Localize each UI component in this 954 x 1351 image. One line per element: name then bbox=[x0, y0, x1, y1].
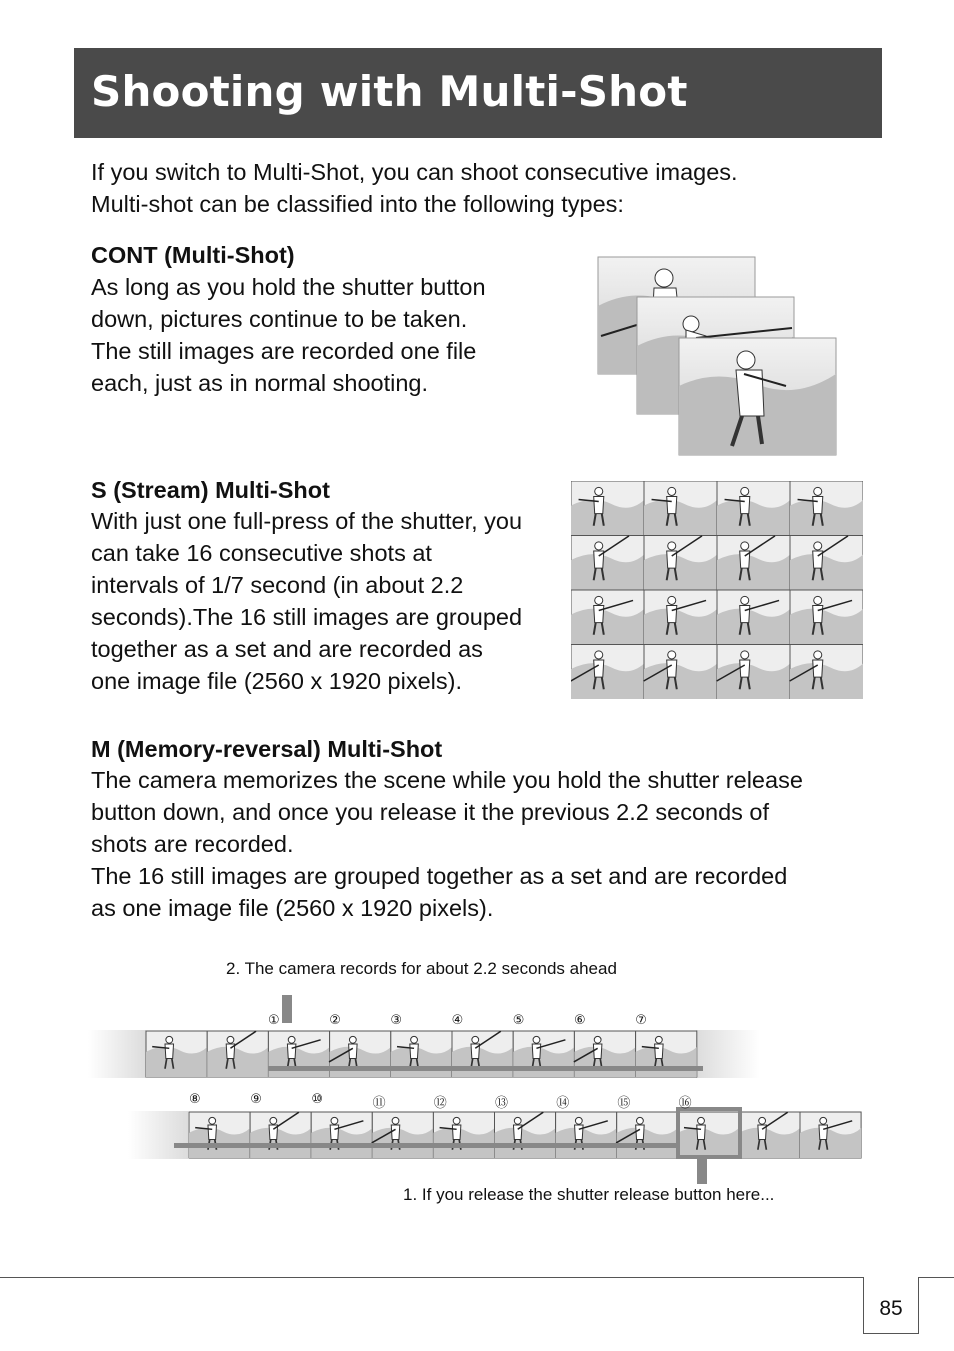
row1-record-bar bbox=[268, 1066, 703, 1071]
stream-frame bbox=[643, 645, 717, 700]
stream-frame bbox=[571, 536, 644, 591]
stream-frame bbox=[716, 645, 790, 700]
cont-line: each, just as in normal shooting. bbox=[91, 370, 429, 396]
memory-line: button down, and once you release it the previous 2.2 seconds of bbox=[91, 799, 770, 825]
row2-frame bbox=[739, 1112, 800, 1158]
start-marker bbox=[282, 995, 292, 1023]
stream-frame bbox=[717, 481, 790, 536]
frame-number-row1: ① bbox=[268, 1013, 280, 1028]
stream-frame bbox=[790, 536, 863, 591]
frame-number-row2: ⑩ bbox=[311, 1092, 324, 1107]
row2-frame bbox=[556, 1112, 617, 1158]
page-number-box bbox=[863, 1277, 919, 1334]
row2-frame bbox=[189, 1112, 250, 1158]
stream-paragraph bbox=[91, 505, 522, 697]
intro-line: If you switch to Multi-Shot, you can shoot consecutive images. bbox=[91, 159, 738, 185]
intro-line: Multi-shot can be classified into the following types: bbox=[91, 191, 624, 217]
memory-line: The 16 still images are grouped together as a set and are recorded bbox=[91, 863, 788, 889]
cont-line: As long as you hold the shutter button bbox=[91, 274, 486, 300]
row2-frame bbox=[800, 1112, 861, 1158]
cont-paragraph bbox=[91, 271, 486, 399]
frame-number-row1: ⑤ bbox=[512, 1013, 525, 1028]
release-marker bbox=[697, 1158, 707, 1184]
stream-frame bbox=[571, 481, 644, 536]
page-title: Shooting with Multi-Shot bbox=[91, 67, 688, 116]
cont-line: down, pictures continue to be taken. bbox=[91, 306, 468, 332]
stream-frame bbox=[644, 481, 717, 536]
row1-fade-left bbox=[88, 1030, 146, 1078]
frame-number-row2: ⑨ bbox=[250, 1092, 262, 1107]
frame-number-row2: ⑮ bbox=[617, 1096, 631, 1111]
caption-records-ahead: 2. The camera records for about 2.2 seconds ahead bbox=[226, 959, 617, 978]
cont-photo-3 bbox=[679, 338, 836, 455]
frame-number-row1: ④ bbox=[451, 1013, 464, 1028]
frame-number-row2: ⑯ bbox=[678, 1096, 692, 1111]
stream-frame bbox=[789, 645, 863, 700]
cont-stacked-photos bbox=[596, 256, 838, 458]
memory-paragraph bbox=[91, 764, 803, 924]
row2-frame bbox=[250, 1112, 311, 1158]
row1-frame bbox=[146, 1031, 207, 1077]
row2-frame bbox=[433, 1112, 494, 1158]
memory-heading: M (Memory-reversal) Multi-Shot bbox=[91, 736, 443, 762]
stream-line: together as a set and are recorded as bbox=[91, 636, 483, 662]
frame-number-row2: ⑬ bbox=[495, 1096, 509, 1111]
cont-line: The still images are recorded one file bbox=[91, 338, 477, 364]
frame-number-row2: ⑪ bbox=[372, 1096, 386, 1111]
frame-number-row1: ⑥ bbox=[574, 1013, 586, 1028]
stream-heading: S (Stream) Multi-Shot bbox=[91, 477, 330, 503]
row2-frame bbox=[372, 1112, 434, 1158]
row2-frame bbox=[311, 1112, 372, 1158]
stream-frame bbox=[571, 590, 644, 645]
frame-number-row1: ② bbox=[329, 1013, 341, 1028]
memory-filmstrip-diagram bbox=[0, 990, 954, 1190]
stream-line: With just one full-press of the shutter, you bbox=[91, 508, 523, 534]
stream-frame bbox=[790, 590, 863, 645]
stream-frame bbox=[717, 590, 790, 645]
stream-frame bbox=[644, 536, 717, 591]
stream-line: can take 16 consecutive shots at bbox=[91, 540, 432, 566]
stream-frame bbox=[644, 590, 717, 645]
stream-photo-grid bbox=[571, 481, 863, 699]
frame-number-row2: ⑫ bbox=[433, 1096, 447, 1111]
stream-frame bbox=[790, 481, 863, 536]
intro-paragraph bbox=[91, 156, 738, 220]
footer-rule bbox=[0, 1277, 954, 1278]
frame-number-row1: ⑦ bbox=[635, 1013, 647, 1028]
stream-line: seconds).The 16 still images are grouped bbox=[91, 604, 523, 630]
row2-fade-left bbox=[128, 1111, 188, 1159]
page-number: 85 bbox=[879, 1297, 903, 1320]
row2-frame bbox=[678, 1112, 739, 1158]
row1-fade-right bbox=[696, 1030, 760, 1078]
row2-frame bbox=[495, 1112, 556, 1158]
row2-record-bar bbox=[174, 1143, 679, 1148]
frame-number-row2: ⑧ bbox=[189, 1092, 201, 1107]
caption-release-here: 1. If you release the shutter release button here... bbox=[403, 1185, 775, 1204]
row2-frame bbox=[616, 1112, 678, 1158]
stream-line: one image file (2560 x 1920 pixels). bbox=[91, 668, 462, 694]
memory-line: as one image file (2560 x 1920 pixels). bbox=[91, 895, 494, 921]
memory-line: shots are recorded. bbox=[91, 831, 294, 857]
frame-number-row2: ⑭ bbox=[556, 1096, 570, 1111]
stream-frame bbox=[717, 536, 790, 591]
row1-frame bbox=[207, 1031, 268, 1077]
stream-frame bbox=[571, 645, 644, 700]
frame-number-row1: ③ bbox=[390, 1013, 403, 1028]
stream-line: intervals of 1/7 second (in about 2.2 bbox=[91, 572, 464, 598]
title-bar bbox=[74, 48, 882, 138]
memory-line: The camera memorizes the scene while you hold the shutter release bbox=[91, 767, 803, 793]
cont-heading: CONT (Multi-Shot) bbox=[91, 242, 295, 268]
